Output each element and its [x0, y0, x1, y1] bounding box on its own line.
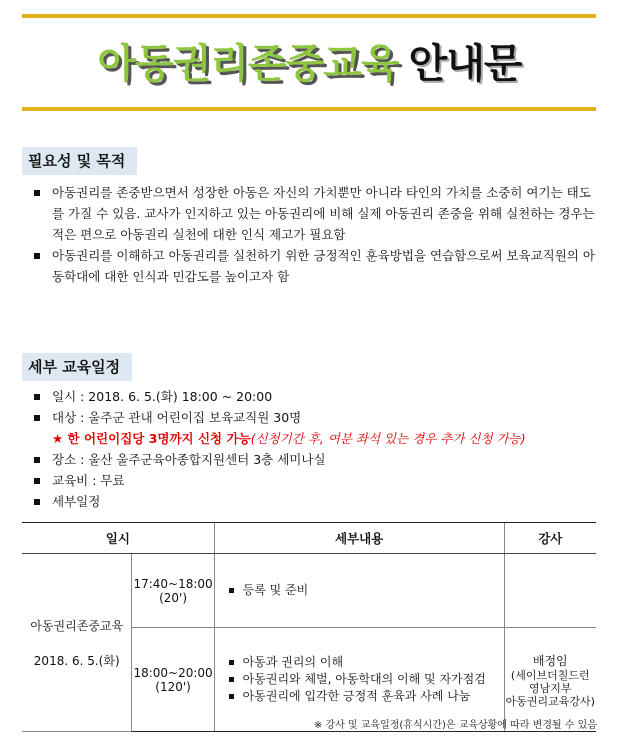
- event-cell: [22, 554, 132, 732]
- square-bullet-icon: [34, 190, 40, 196]
- info-schedule-label: 세부일정: [30, 491, 602, 512]
- square-bullet-icon: [34, 457, 40, 463]
- table-row: [22, 554, 596, 628]
- info-registration-limit: ★ 한 어린이집당 3명까지 신청 가능(신청기간 후, 여분 좌석 있는 경우 추가 신청 가능): [52, 431, 526, 446]
- time-cell: 18:00~20:00 (120'): [132, 628, 214, 732]
- instructor-cell-empty: [504, 554, 596, 628]
- title-suffix: 안내문: [408, 41, 522, 87]
- list-item: 아동권리를 존중받으면서 성장한 아동은 자신의 가치뿐만 아니라 타인의 가치를 소중히 여기는 태도를 가질 수 있음. 교사가 인지하고 있는 아동권리에 비해 실제 아동권리 존중을 위해 실천하는 경우는 적은 편으로 아동권리 실천에 대한 인식 제고가 필요함: [30, 182, 602, 245]
- header-instructor: 강사: [504, 523, 596, 554]
- purpose-list: [30, 182, 602, 287]
- footnote: ※ 강사 및 교육일정(휴식시간)은 교육상황에 따라 변경될 수 있음: [313, 720, 597, 731]
- info-date: 일시 : 2018. 6. 5.(화) 18:00 ~ 20:00: [30, 386, 602, 407]
- square-bullet-icon: [34, 253, 40, 259]
- instructor-cell: 배정임 (세이브더칠드런 영남지부 아동권리교육강사): [504, 628, 596, 732]
- schedule-info-list: [30, 386, 602, 512]
- info-fee: 교육비 : 무료: [30, 470, 602, 491]
- square-bullet-icon: [34, 394, 40, 400]
- info-place: 장소 : 울산 울주군육아종합지원센터 3층 세미나실: [30, 449, 602, 470]
- list-item: 아동권리를 이해하고 아동권리를 실천하기 위한 긍정적인 훈육방법을 연습함으로써 보육교직원의 아동학대에 대한 인식과 민감도를 높이고자 함: [30, 245, 602, 287]
- schedule-table: [22, 522, 596, 732]
- square-bullet-icon: [229, 677, 234, 682]
- title-main: 아동권리존중교육: [97, 41, 399, 87]
- bottom-gold-rule: [22, 107, 596, 111]
- square-bullet-icon: [34, 499, 40, 505]
- instructor-name: 배정임: [532, 653, 568, 668]
- details-cell: 아동과 권리의 이해 아동권리와 체벌, 아동학대의 이해 및 자가점검 아동권리에 입각한 긍정적 훈육과 사례 나눔: [214, 628, 504, 732]
- info-target: 대상 : 울주군 관내 어린이집 보육교직원 30명: [30, 407, 602, 428]
- details-cell: 등록 및 준비: [214, 554, 504, 628]
- square-bullet-icon: [229, 588, 234, 593]
- top-gold-rule: [22, 14, 596, 18]
- square-bullet-icon: [34, 478, 40, 484]
- header-datetime: 일시: [22, 523, 214, 554]
- section-heading-schedule: 세부 교육일정: [22, 353, 132, 381]
- event-date: 2018. 6. 5.(화): [33, 653, 120, 668]
- square-bullet-icon: [229, 660, 234, 665]
- square-bullet-icon: [229, 694, 234, 699]
- event-name: 아동권리존중교육: [30, 618, 124, 633]
- section-heading-purpose: 필요성 및 목적: [22, 147, 137, 175]
- document-title: [0, 32, 619, 96]
- header-details: 세부내용: [214, 523, 504, 554]
- square-bullet-icon: [34, 415, 40, 421]
- time-cell: 17:40~18:00 (20'): [132, 554, 214, 628]
